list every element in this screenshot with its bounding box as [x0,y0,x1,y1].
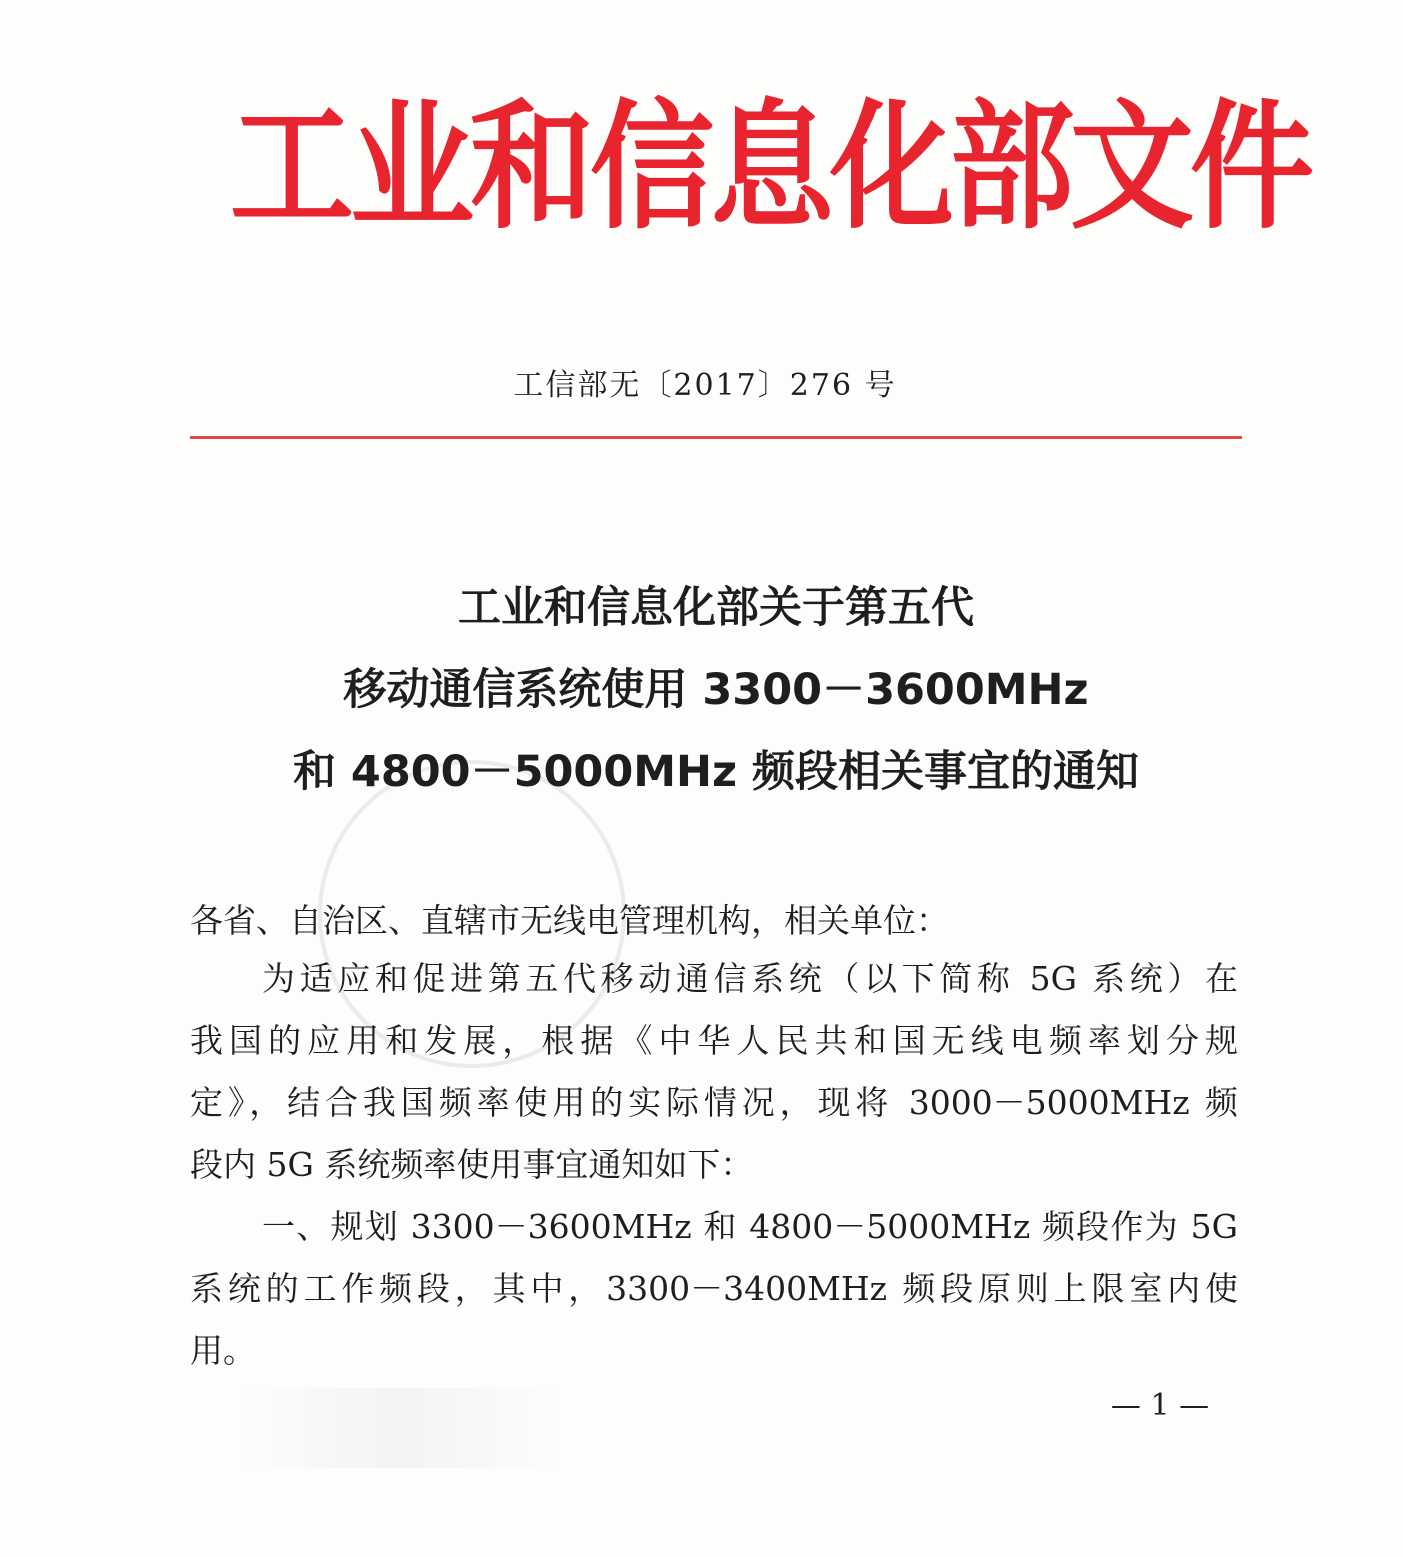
paragraph-1-line-1: 为适应和促进第五代移动通信系统（以下简称 5G 系统）在 [262,959,1238,998]
notice-title-line-3: 和 4800－5000MHz 频段相关事宜的通知 [292,747,1140,797]
paragraph-1-line-4: 段内 5G 系统频率使用事宜通知如下： [190,1145,754,1184]
red-divider-line [190,436,1242,439]
masthead-title: 工业和信息化部文件 [230,87,1311,249]
paragraph-1-line-2: 我国的应用和发展，根据《中华人民共和国无线电频率划分规 [190,1021,1238,1060]
page-number: — 1 — [1110,1388,1210,1423]
paragraph-1-line-3: 定》，结合我国频率使用的实际情况，现将 3000－5000MHz 频 [190,1083,1238,1122]
paragraph-2-line-2: 系统的工作频段，其中，3300－3400MHz 频段原则上限室内使 [190,1269,1238,1308]
notice-title-line-1: 工业和信息化部关于第五代 [458,583,974,633]
paragraph-2-line-1: 一、规划 3300－3600MHz 和 4800－5000MHz 频段作为 5G [262,1207,1238,1246]
document-number: 工信部无〔2017〕276 号 [513,368,897,403]
addressee-line: 各省、自治区、直辖市无线电管理机构，相关单位： [190,901,949,940]
paragraph-2-line-3: 用。 [190,1331,256,1370]
scan-smudge [240,1388,560,1468]
notice-title-line-2: 移动通信系统使用 3300－3600MHz [343,665,1089,715]
